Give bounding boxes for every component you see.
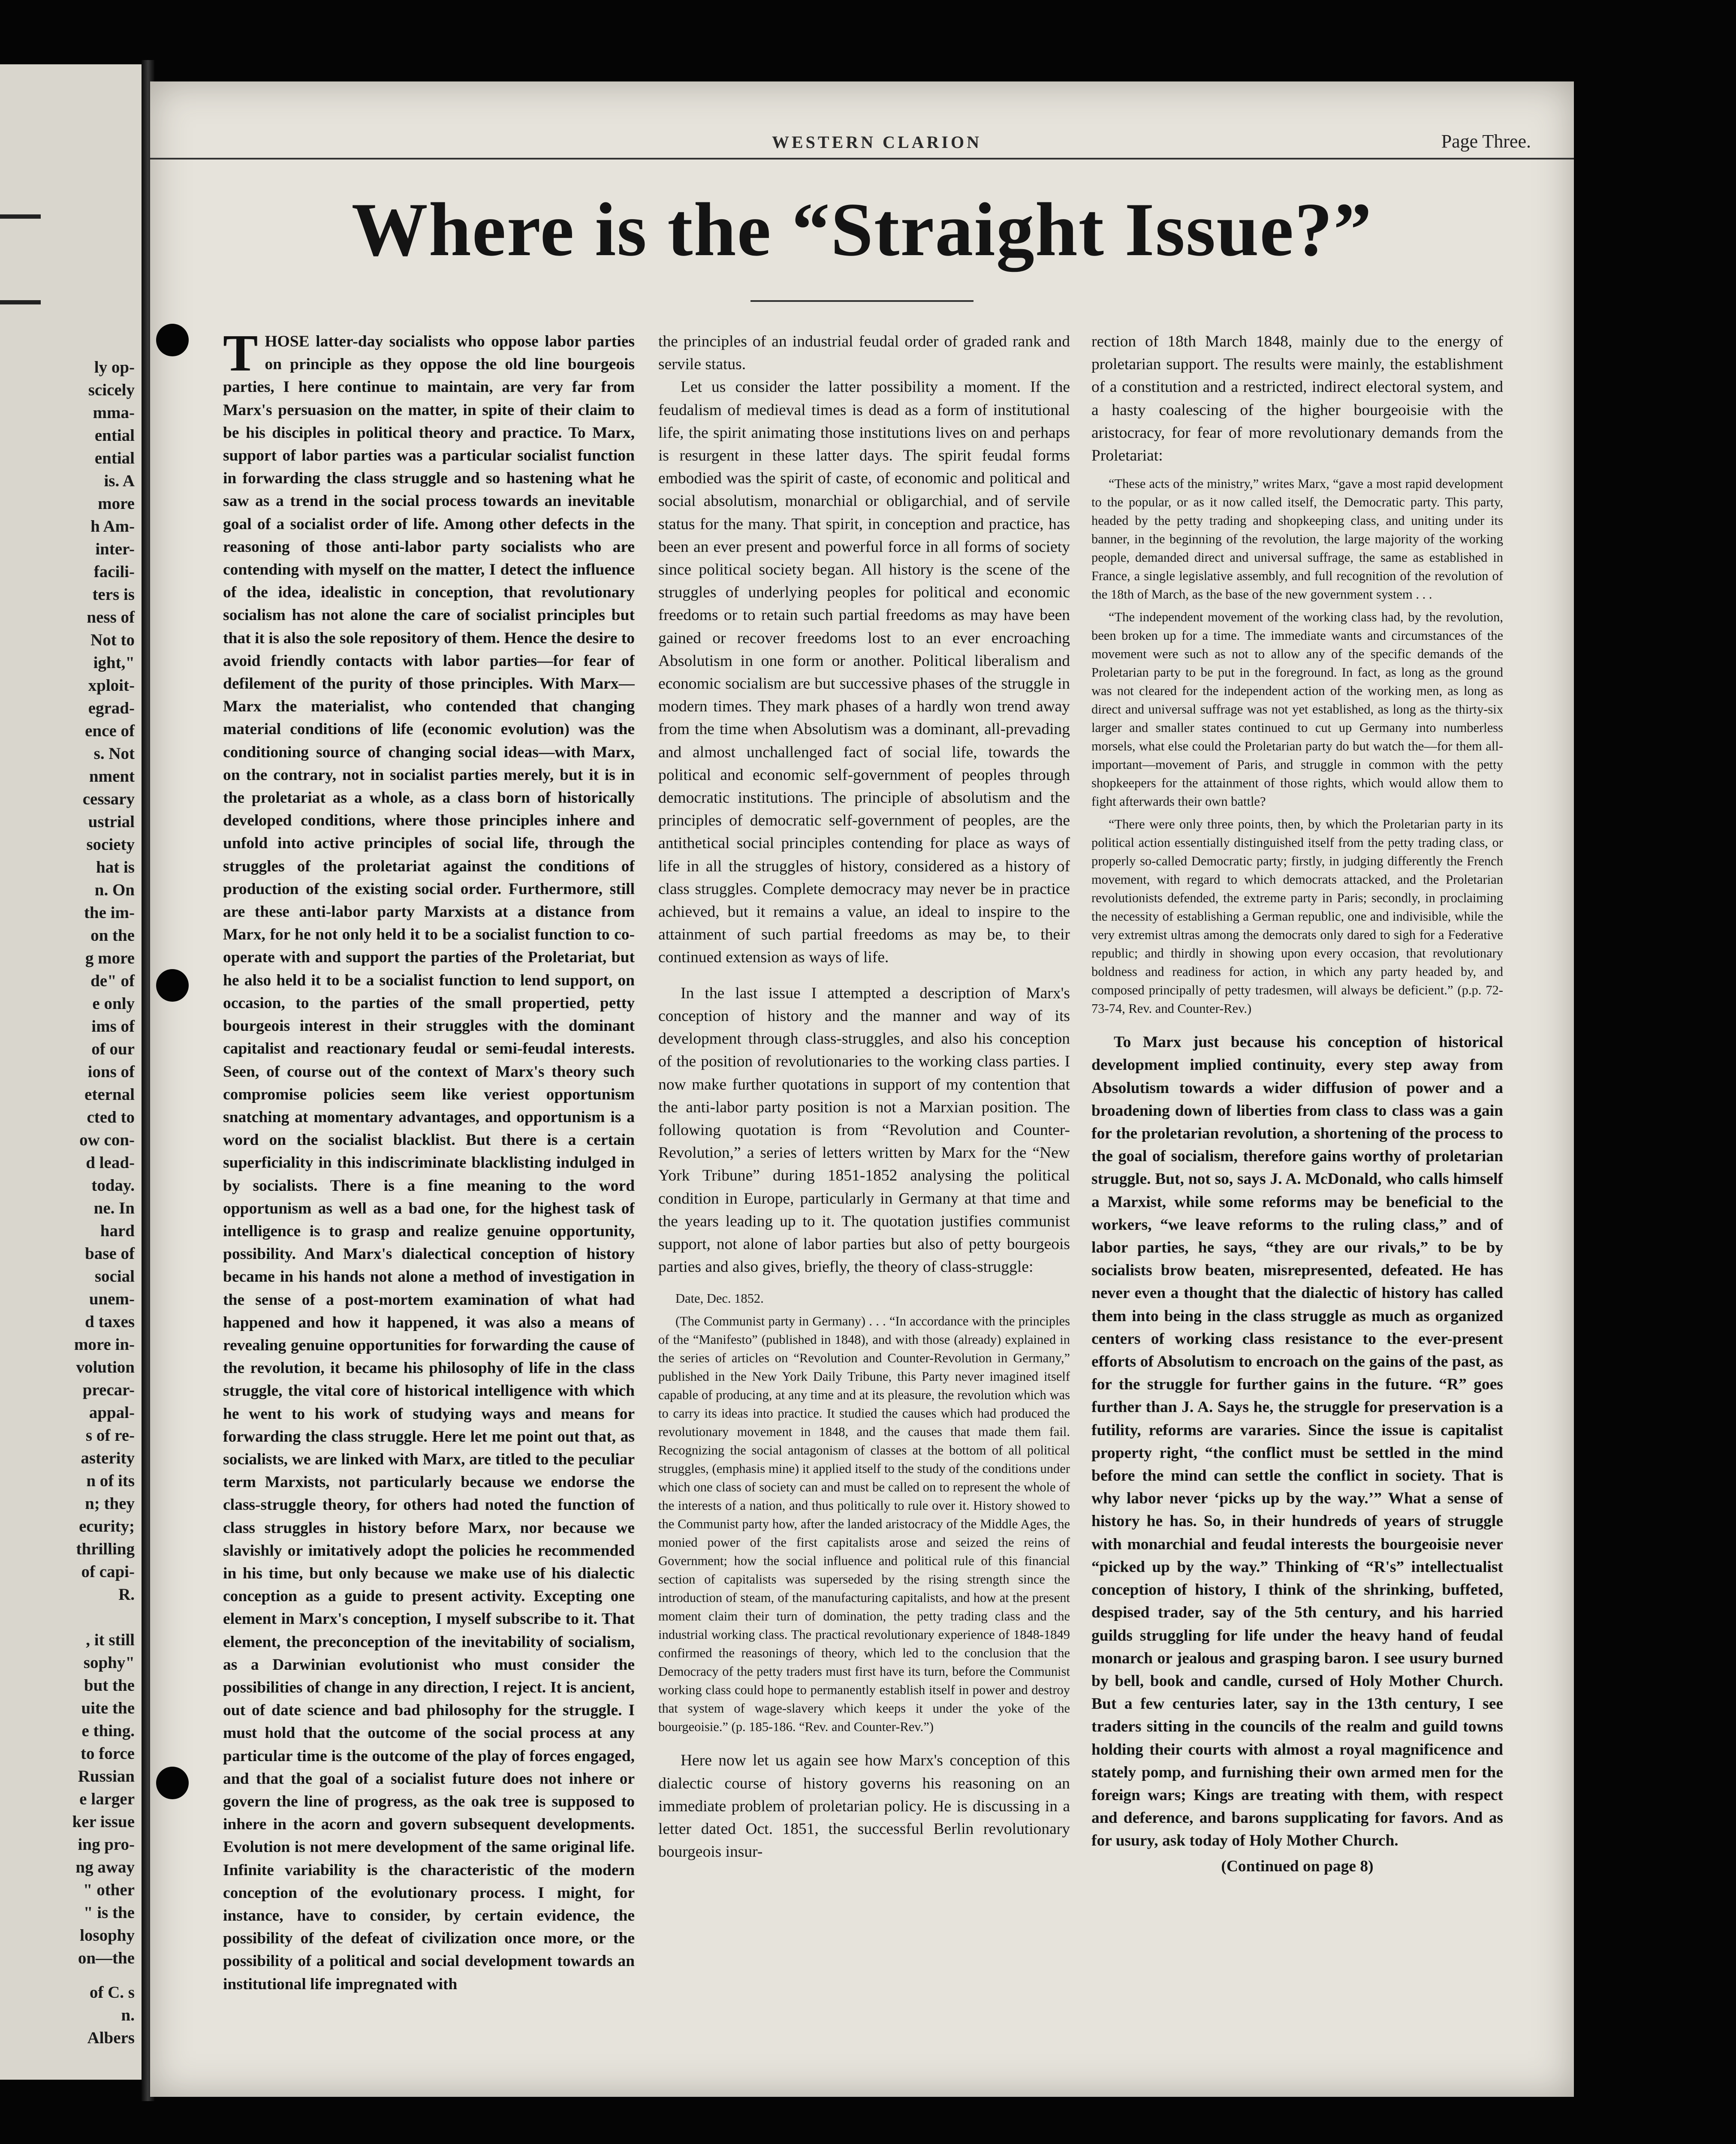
adjacent-page-text: ly op- scicely mma- ential ential is. A more h Am- inter- facili- ters is ness of Not to ight," xploit- egrad- ence of s. Not nment cessary ustrial society hat is n. On the im- on the g more de" of e only ims of of our ions of eternal cted to ow con- d lead- today. ne. In hard base of social unem- d taxes more in- volution precar- appal- s of re- asterity n of its n; they ecurity; thrilling of capi- R. , it still sophy" but the uite the e thing. to force Russian e larger ker issue ing pro- ng away " other " is the losophy on—the bbox=[72, 358, 135, 1967]
article-paragraph bbox=[223, 330, 635, 1996]
adjacent-page-rule bbox=[0, 214, 41, 304]
quote-dateline: Date, Dec. 1852. bbox=[675, 1291, 764, 1306]
quote-paragraph: (The Communist party in Germany) . . . “In accordance with the principles of the “Manifesto” (published in 1848), and with those (already) explained in the series of articles on “Revolution and Counter-Revolution in Germany,” published in the New York Daily Tribune, this Party never imagined itself capable of producing, at any time and at its pleasure, the revolution which was to carry its ideas into practice. It studied the causes which had produced the revolutionary movement in 1848, and the causes that made them fail. Recognizing the social antagonism of classes at the bottom of all political struggles, (emphasis mine) it applied itself to the study of the conditions under which one class of society can and must be called on to represent the whole of the interests of a nation, and thus politically to rule over it. History showed to the Communist party how, after the landed aristocracy of the Middle Ages, the monied power of the first capitalists arose and seized the reins of Government; how the social influence and political rule of this financial section of capitalists was superseded by the rising strength since the introduction of steam, of the manufacturing capitalists, and how at the present moment claim their turn of domination, the petty trading class and the industrial working class. The practical revolutionary experience of 1848-1849 confirmed the reasonings of theory, which led to the conclusion that the Democracy of the petty traders must first have its turn, before the Communist working class could hope to permanently establish itself in power and destroy that system of wage-slavery which keeps it under the yoke of the bourgeoisie.” (p. 185-186. “Rev. and Counter-Rev.”) bbox=[658, 1314, 1070, 1734]
continued-note: (Continued on page 8) bbox=[1221, 1857, 1374, 1875]
newspaper-page bbox=[150, 81, 1574, 2097]
article-paragraph: Let us consider the latter possibility a moment. If the feudalism of medieval times is dead as a form of institutional life, the spirit animating those institutions lives on and perhaps is resurgent in these latter days. The spirit feudal forms embodied was the spirit of caste, of economic and political and social absolutism, monarchial or obligarchial, and of servile status for the many. That spirit, in conception and practice, has been an ever present and powerful force in all forms of society since political society began. All history is the scene of the struggles of underlying peoples for political and economic freedoms or to retain such partial freedoms as may have been gained or recover freedoms lost to an ever encroaching Absolutism in one form or another. Political liberalism and economic socialism are but successive phases of the struggle in modern times. They mark phases of a hardly won trend away from the time when Absolutism was a dominant, all-prevading and almost unchallenged fact of social life, towards the political and economic self-government of peoples through democratic institutions. The principle of absolutism and the principles of democratic self-government of peoples, are the antithetical social principles contending for place as ways of life in all the struggles of history, considered as a history of class struggles. Complete democracy may never be in practice achieved, but it remains a value, an ideal to inspire to the attainment of such partial freedoms as may be, to their continued extension as ways of life. bbox=[658, 378, 1070, 967]
page-number: Page Three. bbox=[1441, 131, 1531, 152]
newspaper-name: WESTERN CLARION bbox=[772, 132, 982, 152]
article-paragraph: rection of 18th March 1848, mainly due to the energy of proletarian support. The results were mainly, the establishment of a constitution and a restricted, indirect electoral system, and a hasty coalescing of the higher bourgeoisie with the aristocracy, for fear of more revolutionary demands from the Proletariat: bbox=[1091, 333, 1503, 465]
column-2 bbox=[658, 330, 1070, 2097]
block-quote bbox=[1091, 475, 1503, 1018]
running-header bbox=[150, 132, 1574, 160]
article-paragraph: Here now let us again see how Marx's conception of this dialectic course of history governs his reasoning on an immediate problem of proletarian policy. He is discussing in a letter dated Oct. 1851, the successful Berlin revolutionary bourgeois insur- bbox=[658, 1752, 1070, 1861]
adjacent-page bbox=[0, 64, 146, 2080]
column-1 bbox=[223, 330, 635, 2097]
column-3 bbox=[1091, 330, 1503, 2097]
drop-cap: T bbox=[223, 330, 258, 382]
article-paragraph: To Marx just because his conception of historical development implied continuity, every step away from Absolutism towards a wider diffusion of power and a broadening down of liberties from class to class was a gain for the proletarian revolution, a shortening of the process to the goal of socialism, therefore gains worthy of proletarian struggle. But, not so, says J. A. McDonald, who calls himself a Marxist, while some reforms may be beneficial to the workers, “we leave reforms to the ruling class,” and of labor parties, he says, “they are our rivals,” to be by socialists brow beaten, misrepresented, defeated. He has never even a thought that the dialectic of history has called them into being in the class struggle as much as organized centers of working class resistance to the ever-present efforts of Absolutism to encroach on the gains of the past, as for the struggle for further gains in the future. “R” goes further than J. A. Says he, the struggle for preservation is a futility, reforms are vararies. Since the issue is capitalist property right, “the conflict must be settled in the mind before the mind can settle the conflict in society. That is why labor never ‘picks up by the way.’” What a sense of history he has. So, in their hundreds of years of struggle with monarchial and feudal interests the bourgeoisie never “picked up by the way.” Thinking of “R's” intellectualist conception of history, I think of the shrinking, buffeted, despised trader, say of the 5th century, and his harried guilds struggling for life under the heavy hand of feudal monarch or jealous and grasping baron. I see usury burned by bell, book and candle, cursed of Holy Mother Church. But a few centuries later, say in the 13th century, I see traders sitting in the councils of the realm and guild towns holding their courts with almost a royal magnificence and stately pomp, and furnishing their own armed men for the foreign wars; Kings are treating with them, with respect and deference, and barons supplicating for favors. And as for usury, ask today of Holy Mother Church. bbox=[1091, 1033, 1503, 1850]
binder-hole bbox=[156, 324, 189, 356]
quote-paragraph: “These acts of the ministry,” writes Marx, “gave a most rapid development to the popular, or as it now called itself, the Democratic party. This party, headed by the petty trading and shopkeeping class, and uniting under its banner, in the beginning of the revolution, the large majority of the working people, demanded direct and universal suffrage, the same as established in France, a single legislative assembly, and full recognition of the revolution of the 18th of March, as the base of the new government system . . . bbox=[1091, 476, 1503, 602]
binder-hole bbox=[156, 1767, 189, 1799]
article-headline: Where is the “Straight Issue?” bbox=[351, 187, 1373, 272]
block-quote bbox=[658, 1289, 1070, 1736]
headline-rule bbox=[750, 300, 973, 302]
quote-paragraph: “The independent movement of the working class had, by the revolution, been broken up for a time. The immediate wants and circumstances of the movement were such as not to allow any of the specific demands of the Proletarian party to be put in the foreground. In fact, as long as the ground was not cleared for the independent action of the working men, as long as direct and universal suffrage was not yet established, as long as the thirty-six larger and smaller states continued to cut up Germany into numberless morsels, what else could the Proletarian party do but watch the—for them all-important—movement of Paris, and struggle in common with the petty shopkeepers for the attainment of those rights, which would allow them to fight afterwards their own battle? bbox=[1091, 610, 1503, 809]
binder-hole bbox=[156, 969, 189, 1002]
adjacent-page-text-bottom: of C. s n. Albers bbox=[87, 1983, 135, 2047]
article-paragraph: In the last issue I attempted a description of Marx's conception of history and the manner and way of its development through class-struggles, and also his conception of the position of revolutionaries to the working class parties. I now make further quotations in support of my contention that the anti-labor party position is not a Marxian position. The following quotation is from “Revolution and Counter-Revolution,” a series of letters written by Marx for the “New York Tribune” during 1851-1852 analysing the political condition in Europe, particularly in Germany at that time and the years leading up to it. The quotation justifies communist support, not alone of labor parties but also of petty bourgeois parties and also gives, briefly, the theory of class-struggle: bbox=[658, 984, 1070, 1276]
article-paragraph: the principles of an industrial feudal order of graded rank and servile status. bbox=[658, 333, 1070, 373]
paragraph-text: HOSE latter-day socialists who oppose labor parties on principle as they oppose the old line bourgeois parties, I here continue to maintain, are very far from Marx's persuasion on the matter, in spite of their claim to be his disciples in political theory and practice. To Marx, support of labor parties was a particular socialist function in forwarding the class struggle and so hastening what he saw as a trend in the social process towards an inevitable goal of a socialist order of life. Among other defects in the reasoning of those anti-labor party socialists who are contending with myself on the matter, I detect the influence of the idea, idealistic in conception, that revolutionary socialism has not alone the care of socialist principles but that it is also the sole repository of them. Hence the desire to avoid friendly contacts with labor parties—for fear of defilement of the purity of those principles. With Marx—Marx the materialist, who contended that changing material conditions of life (economic evolution) was the conditioning source of changing social ideas—with Marx, on the contrary, not in socialist parties merely, but it is in the proletariat as a whole, as a class born of historically developed conditions, where those principles inhere and unfold into active principles of social life, through the struggles of the proletariat against the conditions of production of the existing social order. Furthermore, still are these anti-labor party Marxists at a distance from Marx, for he not only held it to be a socialist function to co-operate with and support the parties of the Proletariat, but he also held it to be a socialist function to lend support, on occasion, to the parties of the small propertied, petty bourgeois interest in their struggles with the dominant capitalist and reactionary feudal or semi-feudal interests. Seen, of course out of the context of Marx's theory such compromise policies seem like veriest opportunism snatching at momentary advantages, and opportunism is a word on the socialist blacklist. But there is a certain superficiality in this indiscriminate blacklisting indulged in by socialists. There is a fine meaning to the word opportunism as well as a bad one, for the highest task of intelligence is to grasp and realize genuine opportunity, possibility. And Marx's dialectical conception of history became in his hands not alone a method of investigation in the sense of a post-mortem examination of what had happened and how it happened, it was also a means of revealing genuine opportunities for forwarding the cause of the revolution, it became his philosophy of life in the class struggle, the vital core of historical intelligence with which he went to his work of studying ways and means for forwarding the class struggle. Here let me point out that, as socialists, we are linked with Marx, are titled to the peculiar term Marxists, not particularly because we endorse the class-struggle theory, for others had noted the function of class struggles in history before Marx, nor because we slavishly or imitatively adopt the policies he recommended in his time, but only because we make use of his dialectic conception as a guide to present activity. Excepting one element in Marx's conception, I myself subscribe to it. That element, the preconception of the inevitability of socialism, as a Darwinian evolutionist who must consider the possibilities of change in any direction, I reject. It is ancient, out of date science and bad philosophy for the struggle. I must hold that the outcome of the social process at any particular time is the outcome of the play of forces engaged, and that the goal of a socialist future does not inhere or govern the line of progress, as the oak tree is supposed to inhere in the acorn and govern subsequent developments. Evolution is not mere development of the same original life. Infinite variability is the characteristic of the modern conception of the evolutionary process. I might, for instance, have to consider, by certain evidence, the possibility of the defeat of civilization once more, or the possibility of a political and social development towards an institutional life impregnated with bbox=[223, 333, 635, 1993]
quote-paragraph: “There were only three points, then, by which the Proletarian party in its political action essentially distinguished itself from the petty trading class, or properly so-called Democratic party; firstly, in judging differently the French movement, with regard to which democrats attacked, and the Proletarian revolutionists defended, the extreme party in Paris; secondly, in proclaiming the necessity of establishing a German republic, one and indivisible, while the very extremist ultras among the democrats only dared to sigh for a Federative republic; and thirdly in showing upon every occasion, that revolutionary boldness and readiness for action, in which any party headed by, and composed principally of petty tradesmen, will always be deficient.” (p.p. 72-73-74, Rev. and Counter-Rev.) bbox=[1091, 817, 1503, 1016]
